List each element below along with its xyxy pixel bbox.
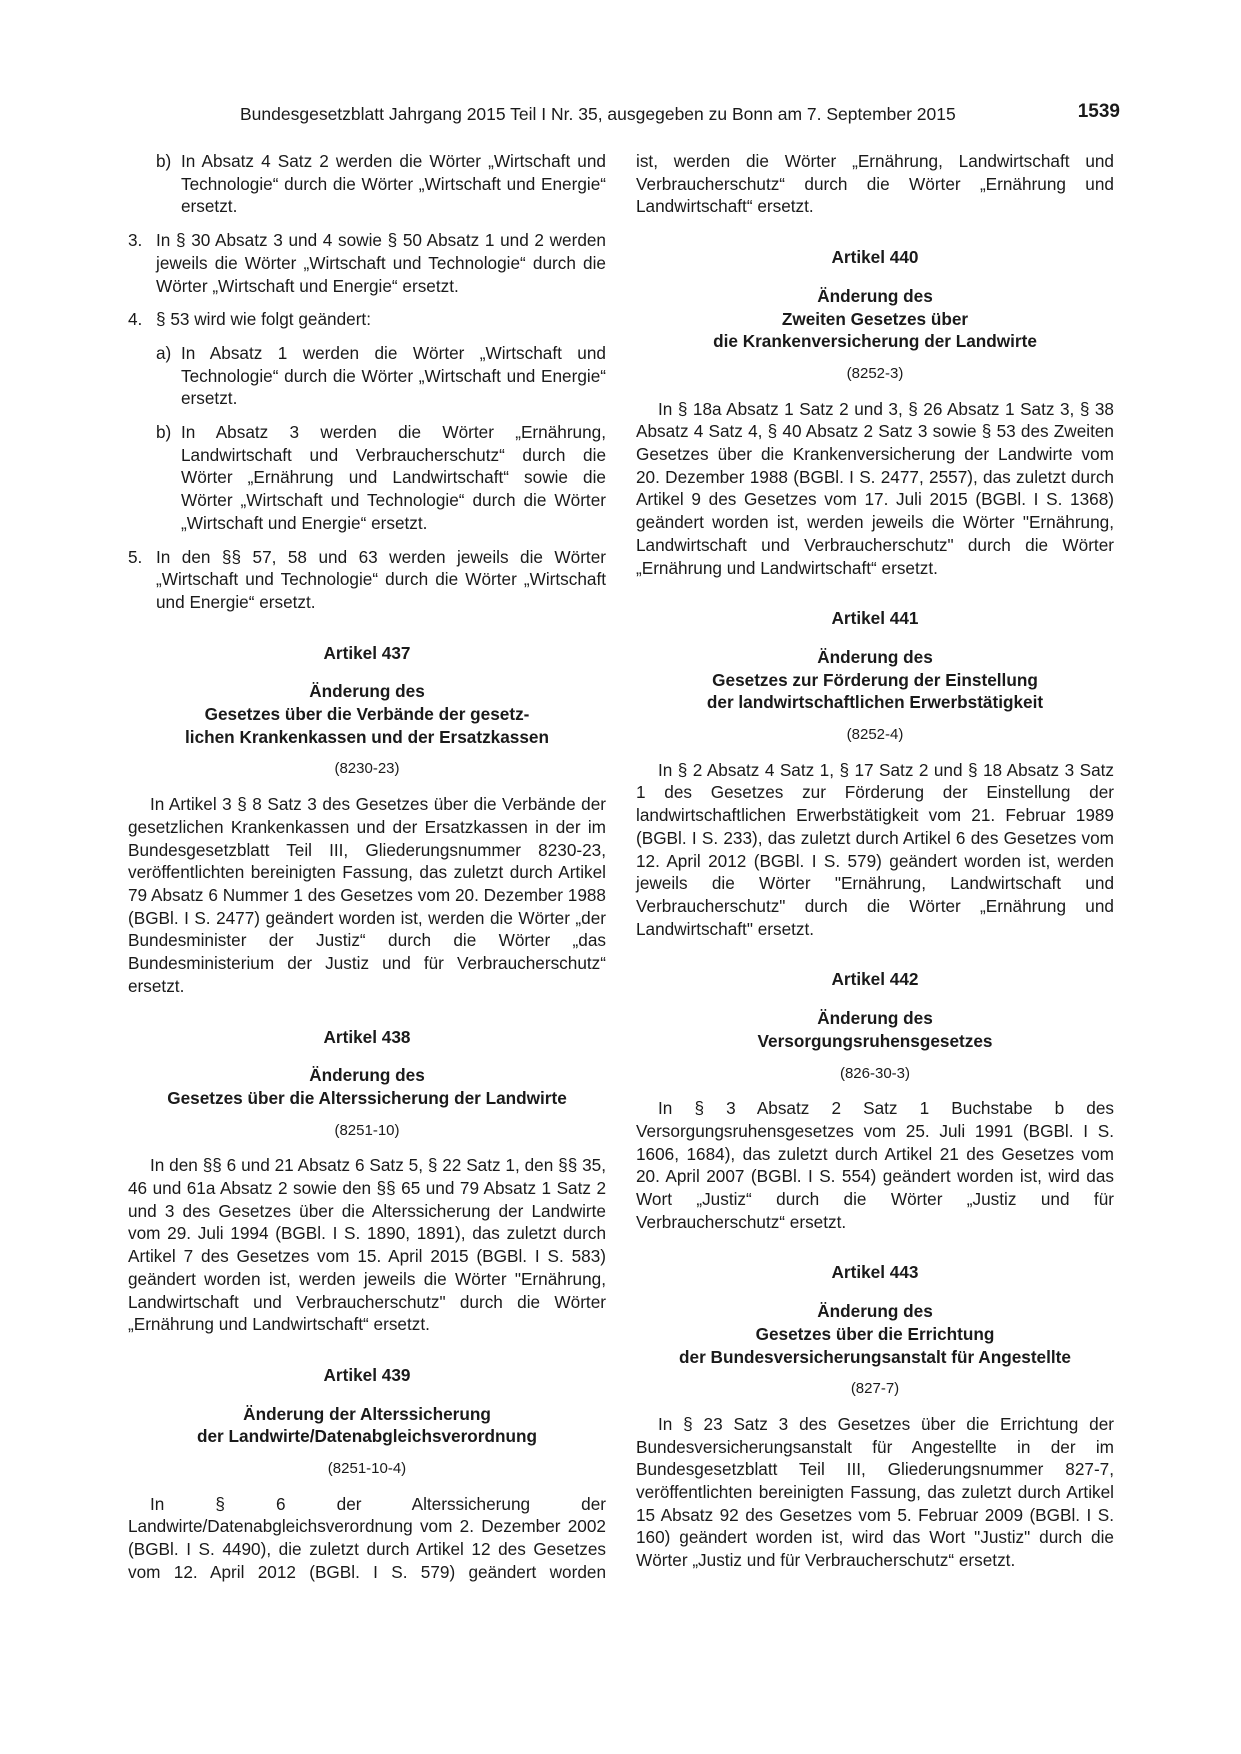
article-437 xyxy=(128,642,606,998)
article-title: Änderung des Versorgungsruhensgesetzes xyxy=(757,1008,993,1051)
list-item: 3. In § 30 Absatz 3 und 4 sowie § 50 Absatz 1 und 2 werden jeweils die Wörter „Wirtschaft und Technologie“ durch die Wörter „Wirtschaft und Energie“ ersetzt. xyxy=(128,230,606,296)
article-body: In § 6 der Alterssicherung der Landwirte/Datenabgleichsverordnung vom 2. Dezember 2002 (BGBl. I S. 4490), die zuletzt durch Artikel 12 des Gesetzes vom 12. April 2012 (BGBl. I S. 579) geändert worden xyxy=(128,1493,606,1582)
header-text: Bundesgesetzblatt Jahrgang 2015 Teil I Nr. 35, ausgegeben zu Bonn am 7. September 2015 xyxy=(240,104,956,124)
article-438 xyxy=(128,1026,606,1336)
list-item: b) In Absatz 4 Satz 2 werden die Wörter „Wirtschaft und Technologie“ durch die Wörter „Wirtschaft und Energie“ ersetzt. xyxy=(156,151,606,217)
article-code: (827-7) xyxy=(850,1380,900,1398)
article-title: Änderung der Alterssicherung der Landwirte/Datenabgleichsverordnung xyxy=(197,1403,537,1447)
article-443 xyxy=(636,1261,1114,1571)
article-title: Änderung des Gesetzes über die Verbände der gesetz- lichen Krankenkassen und der Ersatzkassen xyxy=(185,681,549,747)
article-heading: Artikel 439 xyxy=(323,1364,411,1385)
list-item: 5. In den §§ 57, 58 und 63 werden jeweils die Wörter „Wirtschaft und Technologie“ durch die Wörter „Wirtschaft und Energie“ ersetzt. xyxy=(128,546,606,612)
article-heading: Artikel 443 xyxy=(831,1262,919,1283)
article-body: In Artikel 3 § 8 Satz 3 des Gesetzes über die Verbände der gesetzlichen Krankenkassen und der Ersatzkassen in der im Bundesgesetzblatt Teil III, Gliederungsnummer 8230-23, veröffentlichten bereinigten Fassung, das zuletzt durch Artikel 79 Absatz 6 Nummer 1 des Gesetzes vom 20. Dezember 1988 (BGBl. I S. 2477) geändert worden ist, werden die Wörter „der Bundesminister der Justiz“ durch die Wörter „das Bundesministerium der Justiz und für Verbraucherschutz“ ersetzt. xyxy=(128,794,606,996)
article-code: (8252-3) xyxy=(846,364,904,382)
article-code: (8252-4) xyxy=(846,726,904,744)
article-title: Änderung des Gesetzes über die Alterssicherung der Landwirte xyxy=(167,1065,567,1108)
article-title: Änderung des Zweiten Gesetzes über die Krankenversicherung der Landwirte xyxy=(713,285,1037,352)
right-column xyxy=(636,150,1114,1572)
article-code: (8251-10-4) xyxy=(327,1460,407,1478)
list-item: a) In Absatz 1 werden die Wörter „Wirtschaft und Technologie“ durch die Wörter „Wirtschaft und Energie“ ersetzt. xyxy=(156,342,606,409)
article-code: (826-30-3) xyxy=(839,1064,911,1082)
article-439 xyxy=(128,1364,606,1584)
article-body: In § 2 Absatz 4 Satz 1, § 17 Satz 2 und § 18 Absatz 3 Satz 1 des Gesetzes zur Förderung der Einstellung der landwirtschaftlichen Erwerbstätigkeit vom 21. Februar 1989 (BGBl. I S. 233), das zuletzt durch Artikel 6 des Gesetzes vom 12. April 2012 (BGBl. I S. 579) geändert worden ist, werden jeweils die Wörter "Ernährung, Landwirtschaft und Verbraucherschutz" durch die Wörter „Ernährung und Landwirtschaft" ersetzt. xyxy=(636,759,1114,939)
article-body: In § 18a Absatz 1 Satz 2 und 3, § 26 Absatz 1 Satz 3, § 38 Absatz 4 Satz 4, § 40 Absatz 2 Satz 3 sowie § 53 des Zweiten Gesetzes über die Krankenversicherung der Landwirte vom 20. Dezember 1988 (BGBl. I S. 2477, 2557), das zuletzt durch Artikel 9 des Gesetzes vom 17. Juli 2015 (BGBl. I S. 1368) geändert worden ist, werden jeweils die Wörter "Ernährung, Landwirtschaft und Verbraucherschutz" durch die Wörter „Ernährung und Landwirtschaft“ ersetzt. xyxy=(636,398,1114,578)
article-heading: Artikel 442 xyxy=(831,969,919,990)
article-code: (8251-10) xyxy=(334,1121,400,1139)
article-heading: Artikel 438 xyxy=(323,1026,411,1047)
list-item: 4. § 53 wird wie folgt geändert: xyxy=(128,309,371,330)
list-item: b) In Absatz 3 werden die Wörter „Ernährung, Landwirtschaft und Verbraucherschutz“ durch die Wörter „Ernährung und Landwirtschaft“ sowie die Wörter „Wirtschaft und Technologie“ durch die Wörter „Wirtschaft und Energie“ ersetzt. xyxy=(156,422,606,533)
left-column xyxy=(128,150,606,1584)
article-heading: Artikel 441 xyxy=(831,608,919,629)
article-442 xyxy=(636,968,1114,1233)
article-441 xyxy=(636,607,1114,940)
article-title: Änderung des Gesetzes über die Errichtung der Bundesversicherungsanstalt für Angestellte xyxy=(679,1301,1071,1367)
article-body: In § 3 Absatz 2 Satz 1 Buchstabe b des Versorgungsruhensgesetzes vom 25. Juli 1991 (BGBl. I S. 1606, 1684), das zuletzt durch Artikel 21 des Gesetzes vom 20. April 2007 (BGBl. I S. 554) geändert worden ist, wird das Wort „Justiz“ durch die Wörter „Justiz und für Verbraucherschutz“ ersetzt. xyxy=(636,1098,1114,1232)
article-440 xyxy=(636,246,1114,579)
page-number: 1539 xyxy=(1077,101,1120,122)
article-body: In § 23 Satz 3 des Gesetzes über die Errichtung der Bundesversicherungsanstalt für Angestellte in der im Bundesgesetzblatt Teil III, Gliederungsnummer 827-7, veröffentlichten bereinigten Fassung, das zuletzt durch Artikel 15 Absatz 92 des Gesetzes vom 5. Februar 2009 (BGBl. I S. 160) geändert worden ist, wird das Wort "Justiz" durch die Wörter „Justiz und für Verbraucherschutz“ ersetzt. xyxy=(636,1413,1114,1571)
article-body: In den §§ 6 und 21 Absatz 6 Satz 5, § 22 Satz 1, den §§ 35, 46 und 61a Absatz 2 sowie den §§ 65 und 79 Absatz 1 Satz 2 und 3 des Gesetzes über die Alterssicherung der Landwirte vom 29. Juli 1994 (BGBl. I S. 1890, 1891), das zuletzt durch Artikel 7 des Gesetzes vom 15. April 2015 (BGBl. I S. 583) geändert worden ist, werden jeweils die Wörter "Ernährung, Landwirtschaft und Verbraucherschutz" durch die Wörter „Ernährung und Landwirtschaft“ ersetzt. xyxy=(128,1155,606,1335)
article-title: Änderung des Gesetzes zur Förderung der Einstellung der landwirtschaftlichen Erwerbstätigkeit xyxy=(706,646,1044,713)
continuation-text: ist, werden die Wörter „Ernährung, Landwirtschaft und Verbraucherschutz“ durch die Wörter „Ernährung und Landwirtschaft“ ersetzt. xyxy=(636,151,1114,217)
article-heading: Artikel 440 xyxy=(831,247,919,268)
article-heading: Artikel 437 xyxy=(323,642,411,663)
article-code: (8230-23) xyxy=(334,760,400,778)
